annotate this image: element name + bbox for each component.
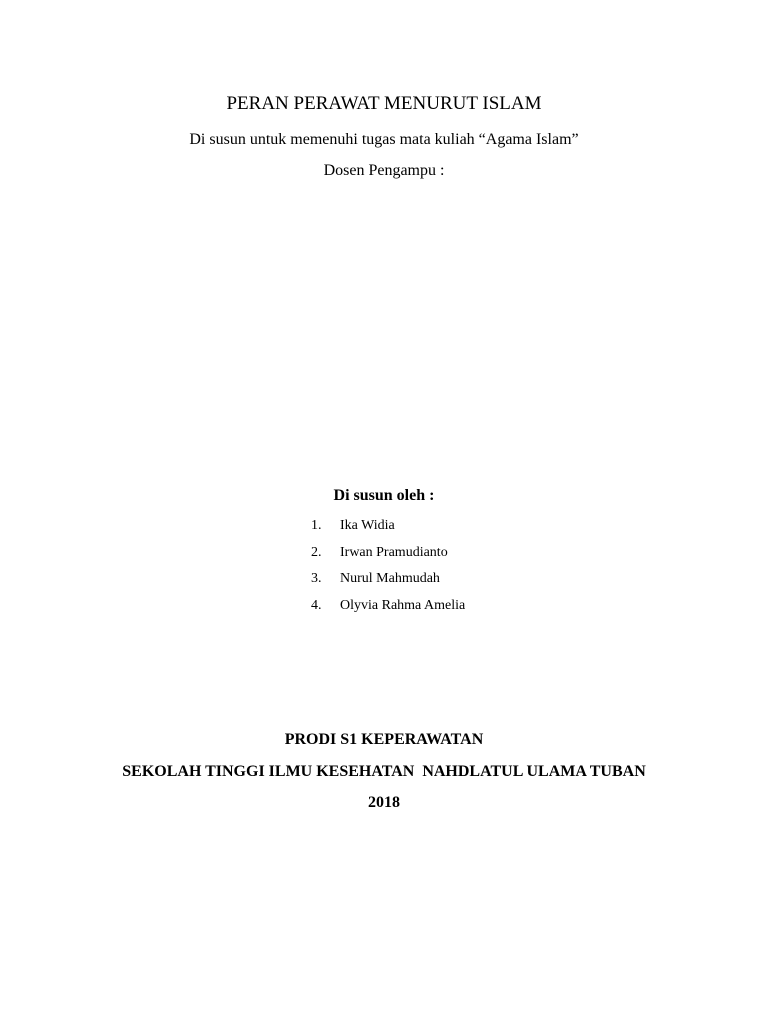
institution-name: SEKOLAH TINGGI ILMU KESEHATAN NAHDLATUL ULAMA TUBAN [122,763,646,780]
authors-heading: Di susun oleh : [333,487,435,504]
list-item [311,595,465,622]
authors-list [311,515,465,622]
author-number: 1. [311,518,322,533]
document-year: 2018 [368,794,400,811]
list-item [311,542,465,569]
author-number: 3. [311,571,322,587]
document-title: PERAN PERAWAT MENURUT ISLAM [226,93,542,114]
document-subtitle: Di susun untuk memenuhi tugas mata kuliah “Agama Islam” [189,131,579,148]
program-name: PRODI S1 KEPERAWATAN [284,731,484,748]
lecturer-label: Dosen Pengampu : [323,162,445,179]
author-name: Irwan Pramudianto [340,544,448,560]
author-name: Olyvia Rahma Amelia [340,598,466,614]
author-name: Nurul Mahmudah [340,571,440,587]
author-number: 2. [311,544,322,560]
list-item [311,515,465,542]
author-name: Ika Widia [340,518,395,533]
author-number: 4. [311,598,322,614]
list-item [311,568,465,595]
